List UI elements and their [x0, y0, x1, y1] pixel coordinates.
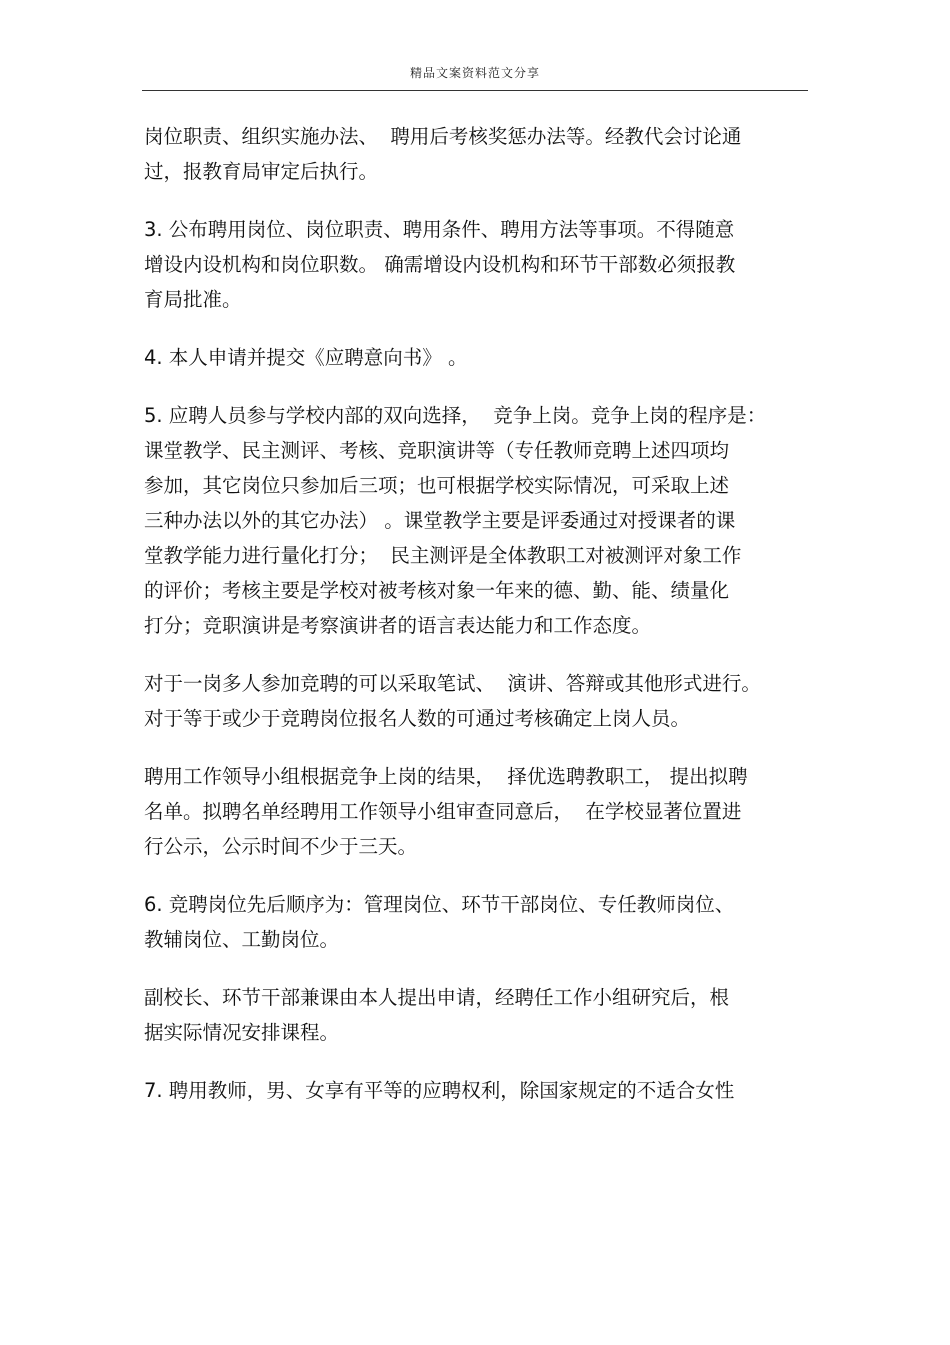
text-line: 据实际情况安排课程。 — [144, 1021, 340, 1044]
document-body — [144, 119, 812, 1131]
text-line: 育局批准。 — [144, 288, 242, 311]
text-line: 堂教学能力进行量化打分； 民主测评是全体教职工对被测评对象工作 — [144, 544, 742, 567]
text-line: 6. 竞聘岗位先后顺序为：管理岗位、环节干部岗位、专任教师岗位、 — [144, 893, 735, 916]
paragraph-vice-principal — [144, 980, 812, 1050]
text-line: 增设内设机构和岗位职数。 确需增设内设机构和环节干部数必须报教 — [144, 253, 736, 276]
paragraph-item-4 — [144, 340, 812, 375]
text-line: 参加，其它岗位只参加后三项；也可根据学校实际情况，可采取上述 — [144, 474, 730, 497]
text-line: 课堂教学、民主测评、考核、竞职演讲等（专任教师竞聘上述四项均 — [144, 439, 730, 462]
paragraph-selection — [144, 759, 812, 864]
paragraph-item-7 — [144, 1073, 812, 1108]
text-line: 三种办法以外的其它办法） 。课堂教学主要是评委通过对授课者的课 — [144, 509, 736, 532]
text-line: 4. 本人申请并提交《应聘意向书》 。 — [144, 346, 468, 369]
page-header: 精品文案资料范文分享 — [409, 66, 540, 80]
text-line: 打分；竞职演讲是考察演讲者的语言表达能力和工作态度。 — [144, 614, 652, 637]
header-divider — [142, 90, 808, 91]
text-line: 7. 聘用教师，男、女享有平等的应聘权利，除国家规定的不适合女性 — [144, 1079, 735, 1102]
text-line: 教辅岗位、工勤岗位。 — [144, 928, 340, 951]
paragraph-item-3 — [144, 212, 812, 317]
text-line: 5. 应聘人员参与学校内部的双向选择， 竞争上岗。竞争上岗的程序是： — [144, 404, 767, 427]
text-line: 对于一岗多人参加竞聘的可以采取笔试、 演讲、答辩或其他形式进行。 — [144, 672, 761, 695]
text-line: 过，报教育局审定后执行。 — [144, 160, 379, 183]
paragraph-multi-candidate — [144, 666, 812, 736]
text-line: 名单。拟聘名单经聘用工作领导小组审查同意后， 在学校显著位置进 — [144, 800, 742, 823]
text-line: 行公示，公示时间不少于三天。 — [144, 835, 418, 858]
text-line: 聘用工作领导小组根据竞争上岗的结果， 择优选聘教职工， 提出拟聘 — [144, 765, 748, 788]
text-line: 3. 公布聘用岗位、岗位职责、聘用条件、聘用方法等事项。不得随意 — [144, 218, 735, 241]
text-line: 的评价；考核主要是学校对被考核对象一年来的德、勤、能、绩量化 — [144, 579, 730, 602]
text-line: 对于等于或少于竞聘岗位报名人数的可通过考核确定上岗人员。 — [144, 707, 691, 730]
text-line: 副校长、环节干部兼课由本人提出申请，经聘任工作小组研究后，根 — [144, 986, 730, 1009]
paragraph-responsibilities — [144, 119, 812, 189]
text-line: 岗位职责、组织实施办法、 聘用后考核奖惩办法等。经教代会讨论通 — [144, 125, 742, 148]
paragraph-item-6 — [144, 887, 812, 957]
paragraph-item-5 — [144, 398, 812, 643]
